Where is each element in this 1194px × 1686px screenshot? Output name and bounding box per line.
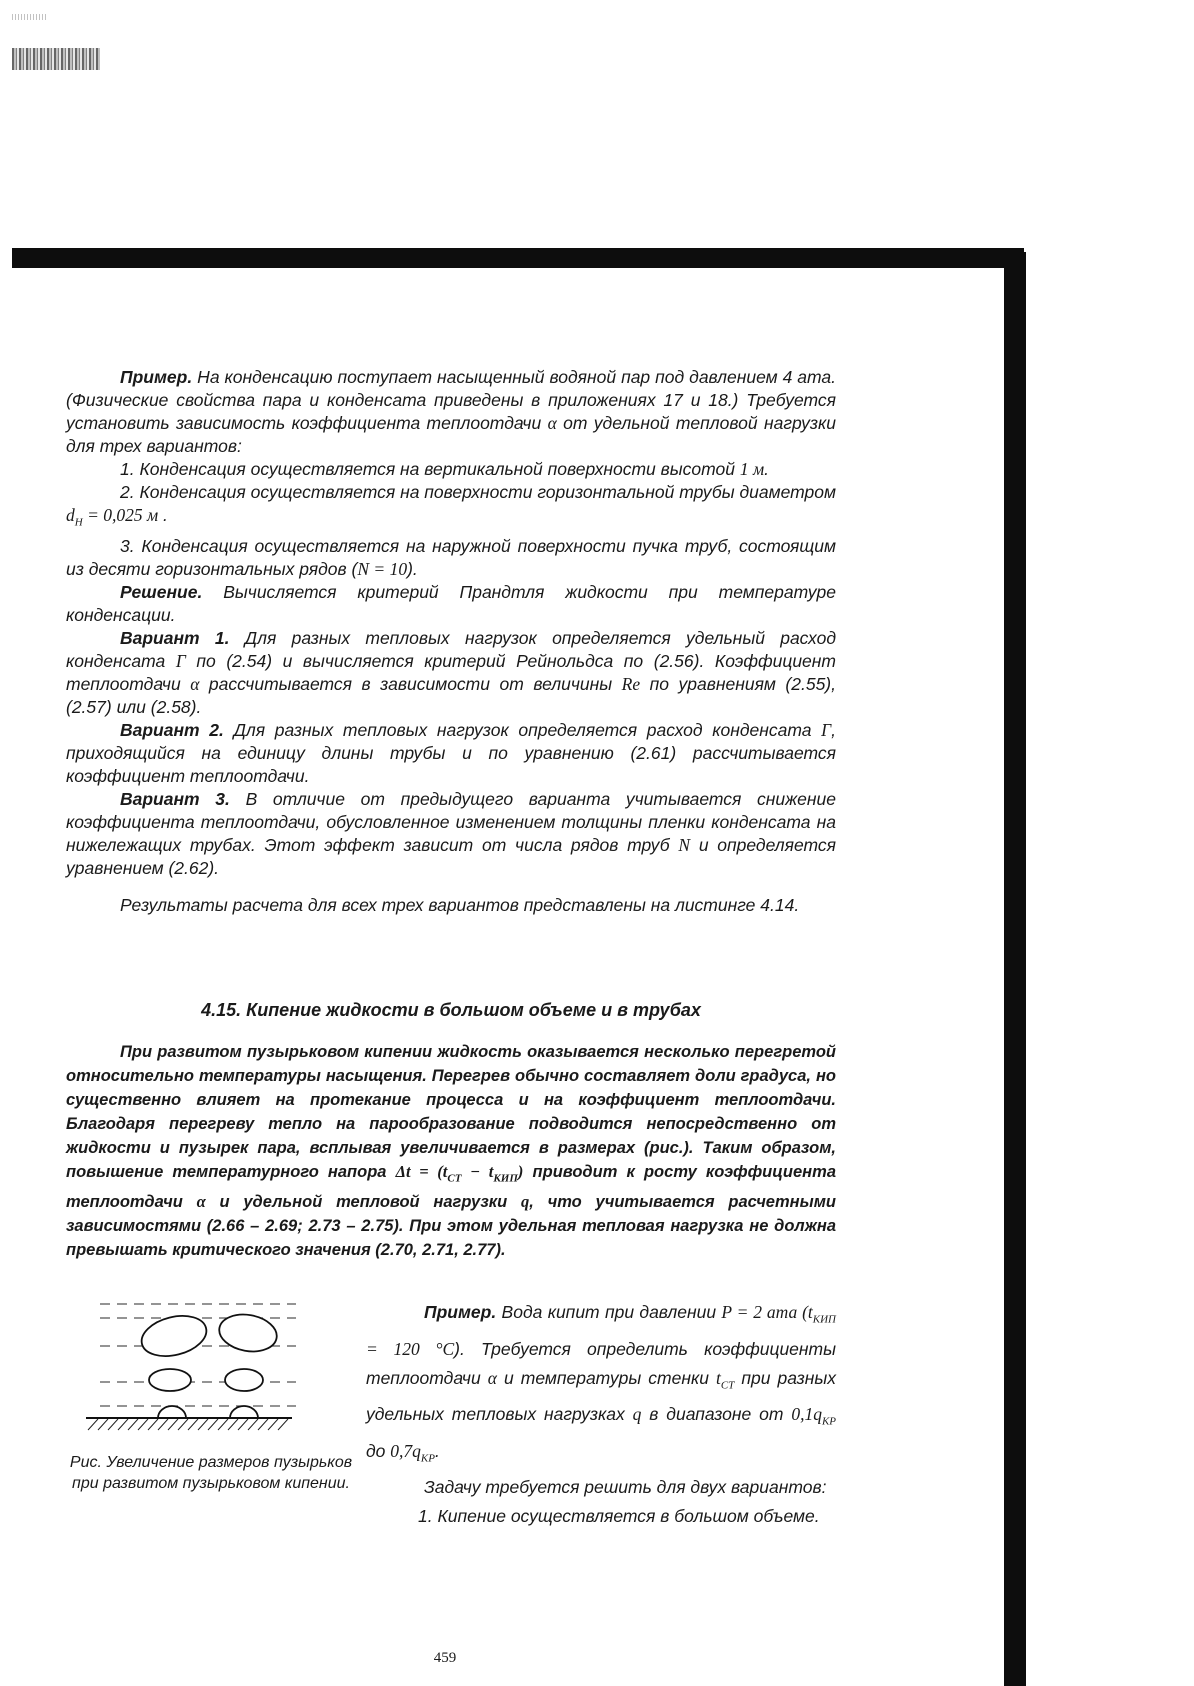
bubble-diagram: [66, 1298, 356, 1438]
bubble-small-left: [158, 1406, 186, 1418]
example-1-item-1: 1. Конденсация осуществляется на вертикальной поверхности высотой 1 м.: [120, 459, 770, 479]
section-heading: 4.15. Кипение жидкости в большом объеме и в трубах: [201, 1000, 701, 1020]
scan-border-top: [12, 248, 1024, 268]
scan-artifact-page-corner: [12, 48, 100, 70]
bubble-large-left: [137, 1310, 210, 1363]
example-2-task: Задачу требуется решить для двух вариантов:: [424, 1477, 827, 1497]
example-2-item-1: 1. Кипение осуществляется в большом объеме.: [418, 1506, 820, 1526]
example-1-item-3: 3. Конденсация осуществляется на наружной поверхности пучка труб, состоящим из десяти горизонтальных рядов (N = 10).: [66, 535, 836, 579]
example-1-intro: Пример. На конденсацию поступает насыщенный водяной пар под давлением 4 ата. (Физические свойства пара и конденсата приведены в приложениях 17 и 18.) Требуется установить зависимость коэффициента теплоотдачи α от удельной тепловой нагрузки для трех вариантов:: [66, 367, 836, 456]
variant-2-paragraph: Вариант 2. Для разных тепловых нагрузок определяется расход конденсата Г, приходящийся на единицу длины трубы и по уравнению (2.61) рассчитывается коэффициент теплоотдачи.: [66, 719, 836, 786]
example-2-paragraph: Пример. Вода кипит при давлении P = 2 ата ($t_{КИП} = 120$ °C). Требуется определить коэффициенты теплоотдачи α и температуры стенки $t_{СТ}$ при разных удельных тепловых нагрузках q в диапазоне от $0,1q_{КР}$ до $0,7q_{КР}$.: [366, 1302, 837, 1464]
scan-artifact-small: [12, 14, 46, 20]
bubble-figure: [66, 1298, 356, 1494]
bubble-medium-right: [225, 1369, 263, 1391]
section-intro: [66, 1040, 836, 1262]
scan-border-right: [1004, 252, 1026, 1686]
figure-caption: Рис. Увеличение размеров пузырьков при развитом пузырьковом кипении.: [69, 1454, 353, 1492]
solution-paragraph: Решение. Вычисляется критерий Прандтля жидкости при температуре конденсации.: [66, 581, 836, 625]
page-number: 459: [433, 1650, 457, 1666]
section-intro-paragraph: При развитом пузырьковом кипении жидкость оказывается несколько перегретой относительно температуры насыщения. Перегрев обычно составляет доли градуса, но существенно влияет на протекание процесса и на коэффициент теплоотдачи. Благодаря перегреву тепло на парообразование подводится непосредственно от жидкости и пузырек пара, всплывая увеличивается в размерах (рис.). Таким образом, повышение температурного напора $\Delta t = (t_{СТ} - t_{КИП})$ приводит к росту коэффициента теплоотдачи α и удельной тепловой нагрузки q, что учитывается расчетными зависимостями (2.66 – 2.69; 2.73 – 2.75). При этом удельная тепловая нагрузка не должна превышать критического значения (2.70, 2.71, 2.77).: [66, 1043, 836, 1260]
variant-3-paragraph: Вариант 3. В отличие от предыдущего варианта учитывается снижение коэффициента теплоотдачи, обусловленное изменением толщины пленки конденсата на нижележащих трубах. Этот эффект зависит от числа рядов труб N и определяется уравнением (2.62).: [66, 788, 836, 878]
example-1-block: [66, 366, 836, 917]
delta-t-formula: $\Delta t = (t_{СТ} - t_{КИП})$: [395, 1162, 524, 1185]
bubble-large-right: [216, 1310, 279, 1356]
example-1-item-2: 2. Конденсация осуществляется на поверхности горизонтальной трубы диаметром $d_Н = 0,025$ м .: [66, 482, 836, 529]
example-2-block: [366, 1298, 836, 1531]
variant-1-paragraph: Вариант 1. Для разных тепловых нагрузок определяется удельный расход конденсата Г по (2.54) и вычисляется критерий Рейнольдса по (2.56). Коэффициент теплоотдачи α рассчитывается в зависимости от величины Re по уравнениям (2.55), (2.57) или (2.58).: [66, 627, 837, 717]
heating-wall-hatch: [88, 1419, 288, 1430]
bubble-small-right: [230, 1406, 258, 1418]
bubble-medium-left: [149, 1369, 191, 1391]
results-paragraph: Результаты расчета для всех трех вариантов представлены на листинге 4.14.: [120, 894, 800, 915]
